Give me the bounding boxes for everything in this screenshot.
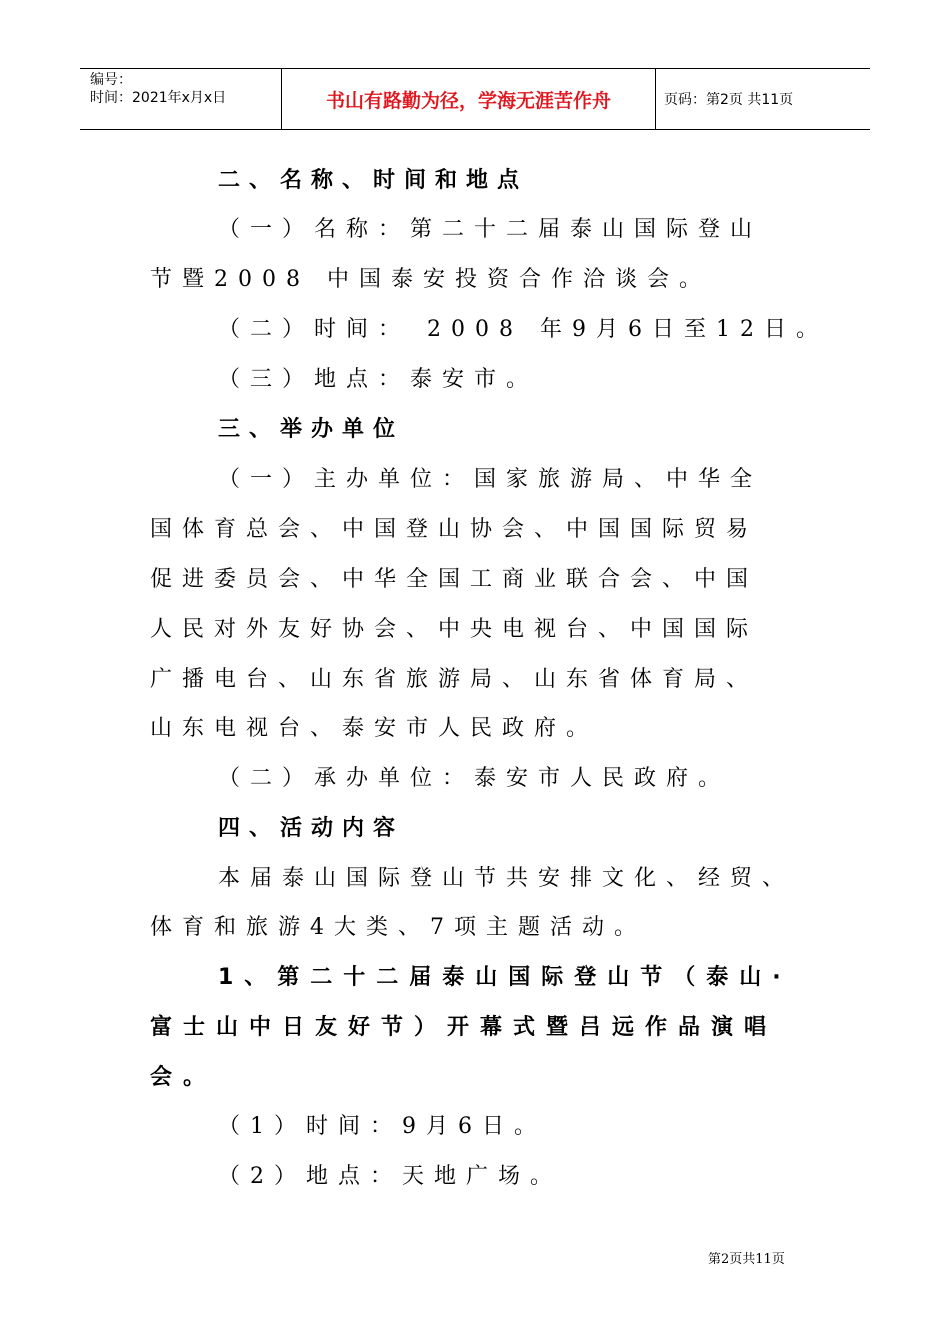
- body-line: （三）地点：泰安市。: [218, 367, 539, 392]
- body-line: （一）主办单位：国家旅游局、中华全: [218, 467, 763, 492]
- section-heading-3: 三、举办单位: [218, 417, 405, 442]
- body-line: 促进委员会、中华全国工商业联合会、中国: [150, 567, 759, 592]
- body-line: 体育和旅游4大类、7项主题活动。: [150, 915, 646, 940]
- body-line: （二）时间： 2008 年9月6日至12日。: [218, 317, 828, 342]
- activity-title-line: 1、第二十二届泰山国际登山节（泰山·: [218, 965, 792, 990]
- body-line: （二）承办单位：泰安市人民政府。: [218, 766, 731, 791]
- activity-title-line: 会。: [150, 1065, 217, 1090]
- page-footer: 第2页共11页: [708, 1252, 785, 1267]
- body-line: （一）名称：第二十二届泰山国际登山: [218, 217, 763, 242]
- body-line: （1）时间：9月6日。: [218, 1114, 546, 1139]
- body-line: （2）地点：天地广场。: [218, 1164, 562, 1189]
- body-line: 节暨2008 中国泰安投资合作洽谈会。: [150, 267, 711, 292]
- motto-text: 书山有路勤为径，学海无涯苦作舟: [325, 89, 611, 112]
- body-line: 人民对外友好协会、中央电视台、中国国际: [150, 617, 759, 642]
- body-line: 国体育总会、中国登山协会、中国国际贸易: [150, 517, 759, 542]
- time-label: 时间：2021年x月x日: [90, 90, 227, 106]
- page-info-cell: [656, 69, 870, 129]
- body-line: 山东电视台、泰安市人民政府。: [150, 716, 599, 741]
- body-line: 本届泰山国际登山节共安排文化、经贸、: [218, 866, 795, 891]
- section-heading-4: 四、活动内容: [218, 816, 405, 841]
- header-meta-cell: [80, 69, 282, 129]
- motto-cell: [282, 69, 656, 129]
- number-label: 编号：: [90, 72, 132, 88]
- page-info-text: 页码：第2页 共11页: [664, 92, 794, 108]
- document-header: [80, 68, 870, 130]
- activity-title-line: 富士山中日友好节）开幕式暨吕远作品演唱: [150, 1015, 778, 1040]
- body-line: 广播电台、山东省旅游局、山东省体育局、: [150, 667, 759, 692]
- section-heading-2: 二、名称、时间和地点: [218, 168, 529, 193]
